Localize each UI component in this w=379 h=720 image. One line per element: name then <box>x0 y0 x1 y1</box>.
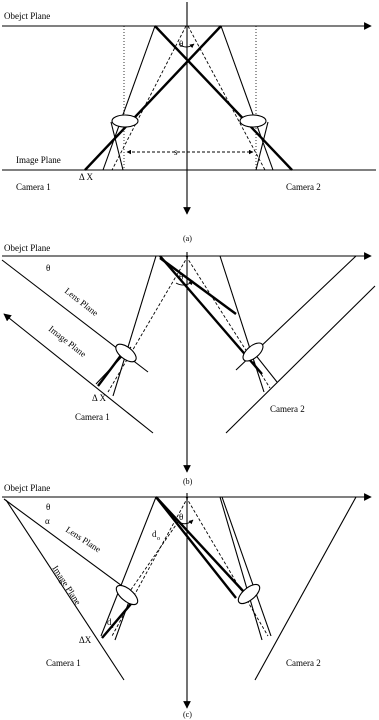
cam2-bold-ray <box>156 497 244 592</box>
cam1-bold-ray <box>85 26 221 170</box>
theta-label: θ <box>179 39 184 49</box>
camera1-label: Camera 1 <box>46 658 81 668</box>
cam1-ray-inner <box>111 122 123 170</box>
image-plane-label: Image Plane <box>16 155 61 165</box>
lens-plane-label: Lens Plane <box>62 285 101 319</box>
cam1-ray-outer <box>101 497 156 636</box>
d-o-subscript: o <box>157 536 160 542</box>
panel-b <box>2 243 375 486</box>
delta-x-label: ΔX <box>79 635 92 645</box>
cam2-lens <box>240 115 266 127</box>
cam1-ray-outer <box>113 256 156 396</box>
cam2-dashed-center <box>186 497 268 636</box>
s-label: s <box>174 147 178 157</box>
theta-center-label: θ <box>179 272 184 282</box>
object-plane-label: Obejct Plane <box>4 243 51 253</box>
d-i-label: d <box>107 617 112 627</box>
caption-c: (c) <box>183 710 192 719</box>
panel-c <box>2 483 371 719</box>
caption-a: (a) <box>183 234 192 243</box>
camera2-label: Camera 2 <box>286 182 321 192</box>
image-plane-label: Image Plane <box>46 323 89 360</box>
cam2-dashed-center <box>186 256 270 388</box>
lens-plane-label: Lens Plane <box>63 524 103 555</box>
caption-b: (b) <box>183 477 193 486</box>
d-o-label: d <box>152 529 157 539</box>
cam2-ray-outer <box>221 26 273 170</box>
cam1-bold-top <box>160 258 236 314</box>
camera2-label: Camera 2 <box>270 404 305 414</box>
cam1-ray-outer <box>103 26 155 170</box>
delta-x-label: Δ X <box>79 172 94 182</box>
d-i-subscript: i <box>112 624 114 630</box>
cam2-lens <box>235 581 263 607</box>
right-inner-line <box>222 497 271 636</box>
camera1-label: Camera 1 <box>75 412 110 422</box>
camera2-label: Camera 2 <box>286 658 321 668</box>
theta-center-label: θ <box>179 512 184 522</box>
cam2-ray-outer <box>220 256 264 392</box>
object-plane-label: Obejct Plane <box>4 11 51 21</box>
theta-left-label: θ <box>46 502 51 512</box>
theta-left-label: θ <box>46 263 51 273</box>
cam1-lens <box>112 115 138 127</box>
alpha-label: α <box>45 516 50 526</box>
cam2-ray-outer <box>220 497 262 640</box>
right-outer-line <box>255 497 356 680</box>
object-plane-label: Obejct Plane <box>4 483 51 493</box>
delta-x-label: Δ X <box>92 393 107 403</box>
image-plane-label: Image Plane <box>50 563 84 607</box>
panel-a <box>2 2 376 243</box>
camera1-label: Camera 1 <box>16 182 51 192</box>
